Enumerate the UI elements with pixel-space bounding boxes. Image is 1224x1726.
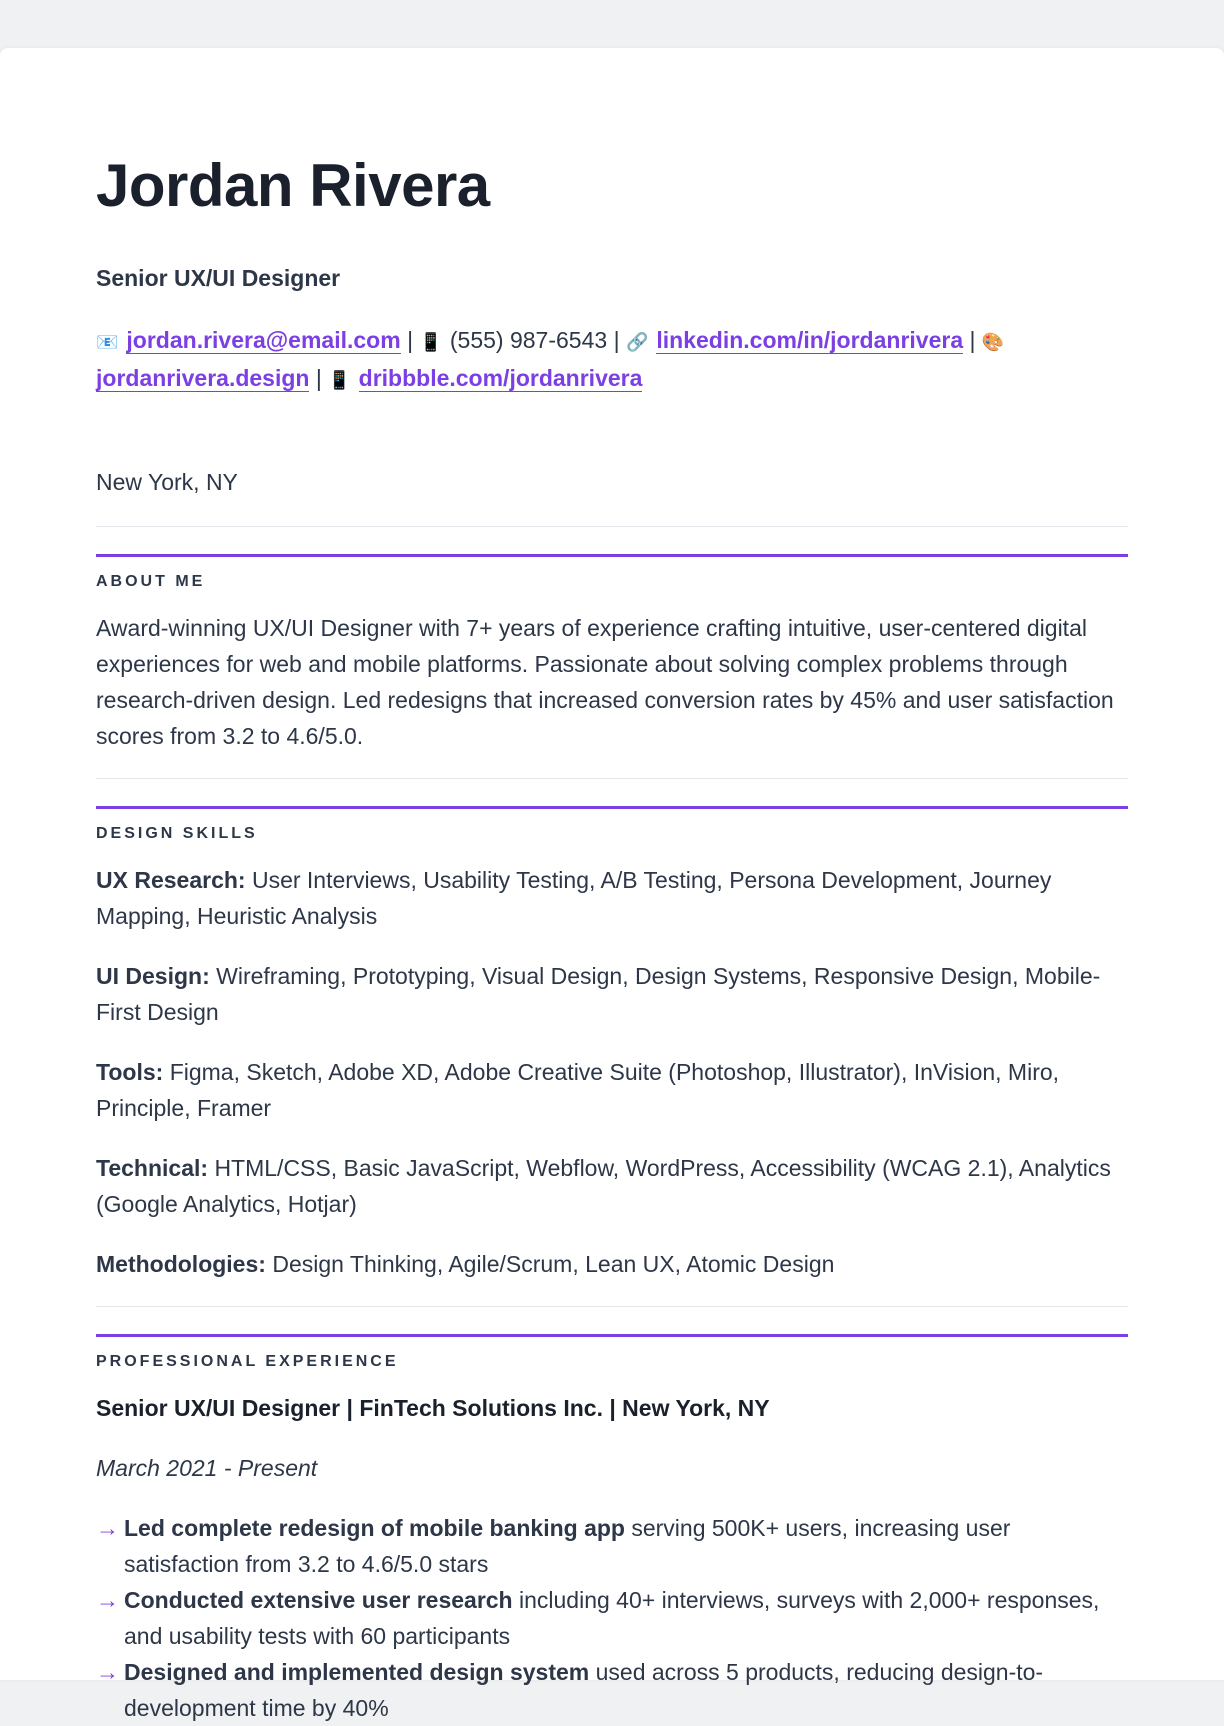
achievement-text: used across 5 products, reducing design-to-development time by 40% bbox=[124, 1659, 1044, 1721]
section-title-about: ABOUT ME bbox=[96, 573, 206, 590]
palette-icon: 🎨 bbox=[981, 332, 1005, 352]
phone-icon: 📱 bbox=[419, 332, 442, 352]
skill-group-value: Figma, Sketch, Adobe XD, Adobe Creative Suite (Photoshop, Illustrator), InVision, Miro, Principle, Framer bbox=[96, 1059, 1060, 1121]
separator: | bbox=[613, 327, 620, 353]
section-rule bbox=[96, 806, 1128, 809]
about-text: Award-winning UX/UI Designer with 7+ years of experience crafting intuitive, user-centered digital experiences for web and mobile platforms. Passionate about solving complex problems through research-driven design. Led redesigns that increased conversion rates by 45% and user satisfaction scores from 3.2 to 4.6/5.0. bbox=[96, 615, 1114, 749]
section-rule bbox=[96, 1334, 1128, 1337]
skill-group bbox=[96, 862, 1128, 934]
divider bbox=[96, 526, 1128, 527]
job-achievements bbox=[96, 1510, 1128, 1726]
list-item bbox=[96, 1510, 1128, 1582]
skill-group bbox=[96, 1054, 1128, 1126]
linkedin-link[interactable]: linkedin.com/in/jordanrivera bbox=[656, 327, 964, 353]
skill-group-value: Design Thinking, Agile/Scrum, Lean UX, Atomic Design bbox=[272, 1251, 835, 1277]
skill-group-value: User Interviews, Usability Testing, A/B Testing, Persona Development, Journey Mapping, Heuristic Analysis bbox=[96, 867, 1052, 929]
separator: | bbox=[407, 327, 414, 353]
contact-line bbox=[96, 322, 1128, 398]
list-item bbox=[96, 1654, 1128, 1726]
arrow-icon: → bbox=[96, 1587, 119, 1613]
resume-page bbox=[0, 48, 1224, 1721]
phone-number: (555) 987-6543 bbox=[449, 327, 608, 353]
job-dates: March 2021 - Present bbox=[96, 1455, 318, 1481]
skill-group bbox=[96, 958, 1128, 1030]
achievement-text: including 40+ interviews, surveys with 2,000+ responses, and usability tests with 60 participants bbox=[124, 1587, 1100, 1649]
skill-group-label: Tools: bbox=[96, 1059, 164, 1085]
arrow-icon: → bbox=[96, 1515, 119, 1541]
section-title-skills: DESIGN SKILLS bbox=[96, 825, 258, 842]
skill-group-label: UX Research: bbox=[96, 867, 246, 893]
skill-group-value: Wireframing, Prototyping, Visual Design, Design Systems, Responsive Design, Mobile-First Design bbox=[96, 963, 1101, 1025]
achievement-text: serving 500K+ users, increasing user satisfaction from 3.2 to 4.6/5.0 stars bbox=[124, 1515, 1011, 1577]
divider bbox=[96, 778, 1128, 779]
skill-group-label: UI Design: bbox=[96, 963, 210, 989]
location: New York, NY bbox=[96, 469, 238, 495]
arrow-icon: → bbox=[96, 1659, 119, 1685]
section-rule bbox=[96, 554, 1128, 557]
skill-group-label: Technical: bbox=[96, 1155, 209, 1181]
separator: | bbox=[315, 365, 322, 391]
mobile-icon: 📱 bbox=[328, 370, 351, 390]
candidate-headline: Senior UX/UI Designer bbox=[96, 265, 341, 291]
skill-group bbox=[96, 1246, 1128, 1282]
skill-group bbox=[96, 1150, 1128, 1222]
achievement-highlight: Led complete redesign of mobile banking app bbox=[124, 1515, 625, 1541]
section-title-experience: PROFESSIONAL EXPERIENCE bbox=[96, 1353, 399, 1370]
email-icon: 📧 bbox=[96, 332, 119, 352]
skill-group-label: Methodologies: bbox=[96, 1251, 266, 1277]
link-icon: 🔗 bbox=[625, 332, 649, 352]
divider bbox=[96, 1306, 1128, 1307]
candidate-name: Jordan Rivera bbox=[96, 152, 490, 219]
achievement-highlight: Conducted extensive user research bbox=[124, 1587, 513, 1613]
skill-group-value: HTML/CSS, Basic JavaScript, Webflow, WordPress, Accessibility (WCAG 2.1), Analytics (Google Analytics, Hotjar) bbox=[96, 1155, 1111, 1217]
portfolio-link[interactable]: jordanrivera.design bbox=[96, 365, 310, 391]
job-heading: Senior UX/UI Designer | FinTech Solutions Inc. | New York, NY bbox=[96, 1395, 770, 1421]
separator: | bbox=[969, 327, 976, 353]
dribbble-link[interactable]: dribbble.com/jordanrivera bbox=[358, 365, 643, 391]
achievement-highlight: Designed and implemented design system bbox=[124, 1659, 590, 1685]
email-link[interactable]: jordan.rivera@email.com bbox=[126, 327, 401, 353]
list-item bbox=[96, 1582, 1128, 1654]
